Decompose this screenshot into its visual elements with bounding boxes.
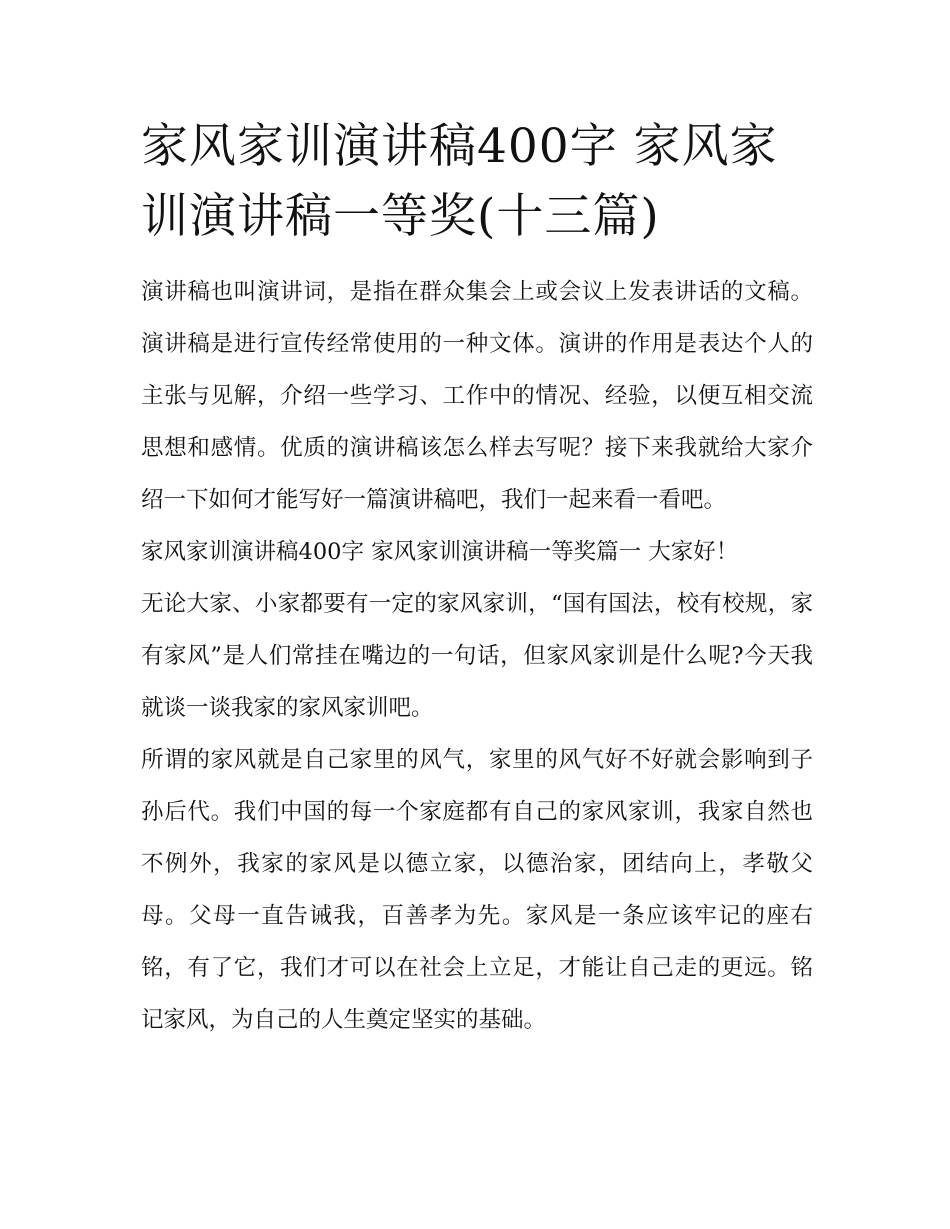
paragraph-intro: 演讲稿也叫演讲词，是指在群众集会上或会议上发表讲话的文稿。演讲稿是进行宣传经常使用的一种文体。演讲的作用是表达个人的主张与见解，介绍一些学习、工作中的情况、经验，以便互相交流思想和感情。优质的演讲稿该怎么样去写呢？接下来我就给大家介绍一下如何才能写好一篇演讲稿吧，我们一起来看一看吧。 [141, 279, 813, 513]
paragraph-heading-greeting: 家风家训演讲稿400字 家风家训演讲稿一等奖篇一 大家好！ [141, 539, 739, 565]
paragraph-family-style: 所谓的家风就是自己家里的风气，家里的风气好不好就会影响到子孙后代。我们中国的每一个家庭都有自己的家风家训，我家自然也不例外，我家的家风是以德立家，以德治家，团结向上，孝敬父母。父母一直告诫我，百善孝为先。家风是一条应该牢记的座右铭，有了它，我们才可以在社会上立足，才能让自己走的更远。铭记家风，为自己的人生奠定坚实的基础。 [141, 747, 813, 1033]
document-title: 家风家训演讲稿400字 家风家训演讲稿一等奖(十三篇) [141, 119, 778, 244]
paragraph-family-rules: 无论大家、小家都要有一定的家风家训，“国有国法，校有校规，家有家风”是人们常挂在嘴边的一句话，但家风家训是什么呢?今天我就谈一谈我家的家风家训吧。 [141, 591, 813, 721]
document-page [141, 112, 813, 1046]
